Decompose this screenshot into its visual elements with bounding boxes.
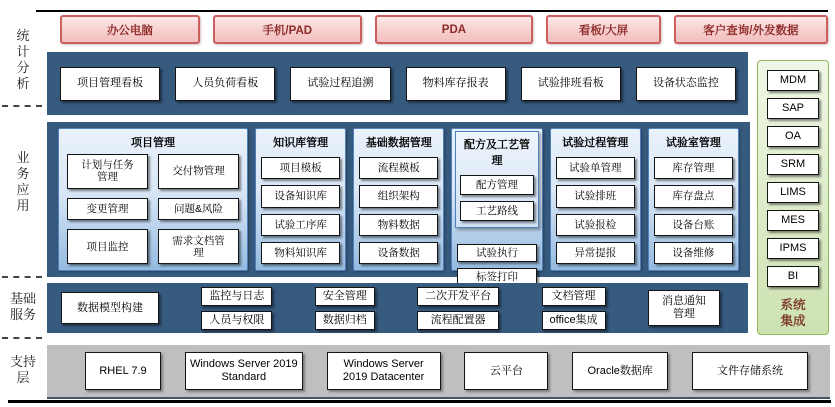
foundation-pair-security xyxy=(315,287,375,330)
item-change-mgmt: 变更管理 xyxy=(67,198,148,221)
column-title: 配方及工艺管理 xyxy=(464,139,530,167)
system-oa: OA xyxy=(767,126,819,147)
item-winserver-standard: Windows Server 2019 Standard xyxy=(185,352,303,390)
item-process-template: 流程模板 xyxy=(359,157,438,179)
item-test-execute: 试验执行 xyxy=(457,244,536,262)
item-stock-mgmt: 库存管理 xyxy=(654,157,733,179)
board-project-kanban: 项目管理看板 xyxy=(60,67,160,101)
project-items-grid xyxy=(64,151,242,264)
recipe-inner-panel xyxy=(455,131,538,228)
layer-label-business: 业务应用 xyxy=(16,150,30,213)
item-label-print: 标签打印 xyxy=(457,268,536,286)
item-requirement-doc: 需求文档管理 xyxy=(158,229,239,264)
item-rhel: RHEL 7.9 xyxy=(85,352,161,390)
item-project-template: 项目模板 xyxy=(261,157,340,179)
terminal-row xyxy=(60,15,828,44)
board-staff-load: 人员负荷看板 xyxy=(175,67,275,101)
terminal-office-pc: 办公电脑 xyxy=(60,15,200,44)
column-title: 基础数据管理 xyxy=(365,137,432,149)
board-device-status-monitor: 设备状态监控 xyxy=(636,67,736,101)
item-project-monitor: 项目监控 xyxy=(67,229,148,264)
item-cloud-platform: 云平台 xyxy=(464,352,548,390)
item-test-inspection: 试验报检 xyxy=(556,214,635,236)
item-process-configurator: 流程配置器 xyxy=(417,311,499,330)
column-title: 试验室管理 xyxy=(665,137,721,149)
board-material-stock-report: 物料库存报表 xyxy=(406,67,506,101)
item-oracle-db: Oracle数据库 xyxy=(572,352,668,390)
foundation-services-band xyxy=(47,283,748,333)
system-lims: LIMS xyxy=(767,182,819,203)
stats-analysis-band xyxy=(47,52,748,115)
item-test-schedule: 试验排班 xyxy=(556,185,635,207)
terminal-kanban-screen: 看板/大屏 xyxy=(546,15,660,44)
item-document-mgmt: 文档管理 xyxy=(542,287,606,306)
layer-label-support: 支持层 xyxy=(9,354,36,385)
top-rule-line xyxy=(36,10,828,12)
terminal-customer-query: 客户查询/外发数据 xyxy=(674,15,828,44)
column-project-management xyxy=(58,128,248,271)
item-org-structure: 组织架构 xyxy=(359,185,438,207)
layer-label-foundation: 基础服务 xyxy=(9,291,36,322)
item-secondary-dev-platform: 二次开发平台 xyxy=(417,287,499,306)
column-master-data xyxy=(353,128,444,271)
item-device-data: 设备数据 xyxy=(359,242,438,264)
item-device-ledger: 设备台账 xyxy=(654,214,733,236)
layer-label-stats: 统计分析 xyxy=(16,28,30,91)
board-test-trace: 试验过程追溯 xyxy=(290,67,390,101)
item-material-data: 物料数据 xyxy=(359,214,438,236)
item-test-procedure-lib: 试验工序库 xyxy=(261,214,340,236)
item-file-storage: 文件存储系统 xyxy=(692,352,808,390)
item-monitor-log: 监控与日志 xyxy=(201,287,272,306)
item-device-kb: 设备知识库 xyxy=(261,185,340,207)
bottom-rule-line xyxy=(8,400,831,403)
terminal-mobile-pad: 手机/PAD xyxy=(213,15,362,44)
item-plan-task: 计划与任务管理 xyxy=(67,154,148,189)
system-sap: SAP xyxy=(767,98,819,119)
foundation-pair-devplatform xyxy=(417,287,499,330)
item-process-route: 工艺路线 xyxy=(460,201,533,221)
terminal-pda: PDA xyxy=(375,15,534,44)
item-deliverable: 交付物管理 xyxy=(158,154,239,189)
item-material-kb: 物料知识库 xyxy=(261,242,340,264)
foundation-pair-monitor xyxy=(201,287,272,330)
business-application-band xyxy=(47,122,750,284)
layer-divider-dashed xyxy=(2,105,42,107)
item-staff-permission: 人员与权限 xyxy=(201,311,272,330)
item-exception-report: 异常提报 xyxy=(556,242,635,264)
support-layer-band xyxy=(47,345,830,399)
item-message-notification: 消息通知管理 xyxy=(648,290,720,326)
item-stock-count: 库存盘点 xyxy=(654,185,733,207)
system-bi: BI xyxy=(767,266,819,287)
item-data-archive: 数据归档 xyxy=(315,311,375,330)
layer-divider-dashed xyxy=(2,276,42,278)
column-test-process xyxy=(550,128,641,271)
foundation-pair-document xyxy=(542,287,606,330)
column-title: 项目管理 xyxy=(131,137,175,149)
item-recipe-mgmt: 配方管理 xyxy=(460,175,533,195)
item-security-mgmt: 安全管理 xyxy=(315,287,375,306)
system-mdm: MDM xyxy=(767,70,819,91)
system-integration-label: 系统集成 xyxy=(780,298,806,329)
system-ipms: IPMS xyxy=(767,238,819,259)
column-recipe-process xyxy=(451,128,542,284)
column-knowledge-base xyxy=(255,128,346,271)
item-data-model-build: 数据模型构建 xyxy=(61,292,159,324)
item-test-order-mgmt: 试验单管理 xyxy=(556,157,635,179)
system-srm: SRM xyxy=(767,154,819,175)
system-integration-panel xyxy=(757,60,829,335)
item-issue-risk: 问题&风险 xyxy=(158,198,239,221)
item-office-integration: office集成 xyxy=(542,311,606,330)
board-test-schedule-kanban: 试验排班看板 xyxy=(521,67,621,101)
column-title: 知识库管理 xyxy=(273,137,329,149)
layer-divider-dashed xyxy=(2,337,42,339)
system-mes: MES xyxy=(767,210,819,231)
item-winserver-datacenter: Windows Server 2019 Datacenter xyxy=(327,352,441,390)
column-laboratory xyxy=(648,128,739,271)
column-title: 试验过程管理 xyxy=(562,137,629,149)
item-device-repair: 设备维修 xyxy=(654,242,733,264)
